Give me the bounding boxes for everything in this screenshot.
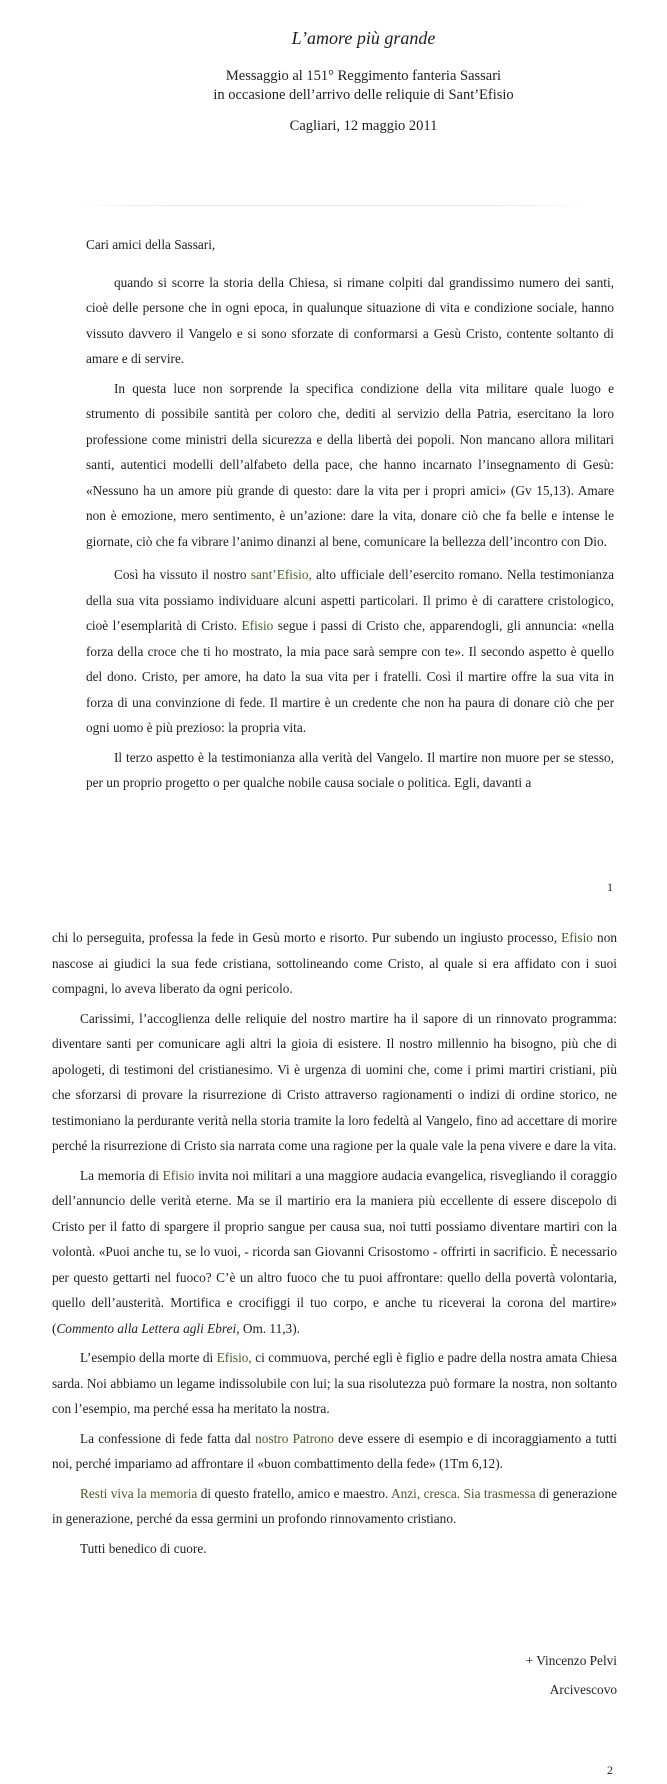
highlight-nostro-patrono: nostro Patrono — [255, 1430, 334, 1446]
paragraph-8-text-b: ci commuova, perché egli è figlio e padre della nostra amata Chiesa sarda. Noi abbiamo un legame indissolubile con lui; la sua risolutezza può formare la nostra, non soltanto con l’esempio, ma perché essa ha meritato la nostra. — [52, 1350, 618, 1416]
page-number-1: 1 — [607, 880, 613, 894]
paragraph-10-text-a: di questo fratello, amico e maestro. — [197, 1485, 391, 1501]
paragraph-4: Il terzo aspetto è la testimonianza alla verità del Vangelo. Il martire non muore per se stesso, per un proprio progetto o per qualche nobile causa sociale o politica. Egli, davanti a — [86, 749, 614, 790]
paragraph-7 — [52, 1163, 617, 1342]
paragraph-9 — [52, 1426, 617, 1477]
highlight-sant-efisio: sant’Efisio, — [250, 567, 312, 582]
page-1-body — [86, 232, 614, 800]
paragraph-3 — [86, 562, 614, 741]
highlight-anzi-cresca: Anzi, cresca. Sia trasmessa — [391, 1485, 536, 1501]
paragraph-3-text-a: Così ha vissuto il nostro — [114, 567, 251, 582]
signature-name: + Vincenzo Pelvi — [525, 1653, 617, 1668]
paragraph-7-text-c: , Om. 11,3). — [236, 1320, 300, 1336]
document-page-2 — [0, 905, 667, 1784]
paragraph-7-text-a: La memoria di — [80, 1167, 163, 1183]
paragraph-6: Carissimi, l’accoglienza delle reliquie del nostro martire ha il sapore di un rinnovato programma: diventare santi per comunicare agli altri la gioia di esistere. Il nostro millennio ha bisogno, più che di apologeti, di testimoni del cristianesimo. Vi è urgenza di uomini che, come i primi martiri cristiani, più che sforzarsi di provare la risurrezione di Cristo attraverso ragionamenti o indizi di ordine storico, ne testimoniano la perdurante verità nella storia tramite la loro fedeltà al Vangelo, fino ad accettare di morire perché la risurrezione di Cristo sia narrata come una ragione per la quale vale la pena vivere e dare la vita. — [52, 1010, 617, 1153]
paragraph-3-text-b: alto ufficiale dell’esercito romano. Nella testimonianza della sua vita possiamo individuare alcuni aspetti particolari. Il primo è di carattere cristologico, cioè l’esemplarità di Cristo. — [86, 567, 615, 633]
paragraph-5-text-b: non nascose ai giudici la sua fede cristiana, sottolineando come Cristo, al quale si era affidato con i suoi compagni, lo aveva liberato da ogni pericolo. — [52, 930, 617, 996]
salutation: Cari amici della Sassari, — [86, 237, 216, 252]
highlight-efisio: Efisio — [561, 930, 593, 945]
document-title: L’amore più grande — [291, 28, 436, 48]
page-number-2: 2 — [607, 1763, 613, 1777]
highlight-efisio: Efisio, — [216, 1350, 252, 1365]
place-date: Cagliari, 12 maggio 2011 — [289, 118, 438, 134]
paragraph-9-text-a: La confessione di fede fatta dal — [80, 1430, 256, 1446]
page-2-body — [52, 925, 617, 1565]
paragraph-9-text-b: deve essere di esempio e di incoraggiamento a tutti noi, perché impariamo ad affrontare il «buon combattimento della fede» (1Tm 6,12). — [52, 1430, 618, 1471]
paragraph-8-text-a: L’esempio della morte di — [80, 1350, 217, 1365]
highlight-resti-viva: Resti viva la memoria — [80, 1485, 198, 1501]
paragraph-1: quando si scorre la storia della Chiesa, si rimane colpiti dal grandissimo numero dei santi, cioè delle persone che in ogni epoca, in qualunque situazione di vita e condizione sociale, hanno vissuto davvero il Vangelo e si sono sforzate di conformarsi a Gesù Cristo, contente soltanto di amare e di servire. — [86, 274, 614, 366]
paragraph-8 — [52, 1345, 617, 1422]
header-divider — [70, 205, 590, 206]
paragraph-10 — [52, 1481, 617, 1532]
paragraph-3-text-c: segue i passi di Cristo che, apparendogli, gli annuncia: «nella forza della croce che ti ho mostrato, la mia pace sarà sempre con te». Il secondo aspetto è quello del dono. Cristo, per amore, ha dato la sua vita per i fratelli. Così il martire offre la sua vita in forza di una convinzione di fede. Il martire è un credente che non ha paura di donare ciò che per ogni uomo è più prezioso: la propria vita. — [86, 618, 614, 735]
paragraph-11: Tutti benedico di cuore. — [80, 1540, 207, 1556]
subtitle-line-2: in occasione dell’arrivo delle reliquie di Sant’Efisio — [213, 87, 514, 103]
signature-title: Arcivescovo — [549, 1682, 617, 1697]
paragraph-2: In questa luce non sorprende la specifica condizione della vita militare quale luogo e strumento di possibile santità per coloro che, dediti al servizio della Patria, esercitano la loro professione come ministri della sicurezza e della libertà dei popoli. Non mancano allora militari santi, autentici modelli dell’alfabeto della pace, che hanno incarnato l’insegnamento di Gesù: «Nessuno ha un amore più grande di questo: dare la vita per i propri amici» (Gv 15,13). Amare non è emozione, mero sentimento, è un’azione: dare la vita, donare ciò che fa belle e intense le giornate, ciò che fa vibrare l’animo dinanzi al bene, comunicare la bellezza dell’incontro con Dio. — [86, 380, 614, 549]
subtitle-line-1: Messaggio al 151° Reggimento fanteria Sassari — [225, 68, 502, 84]
citation-title: Commento alla Lettera agli Ebrei — [56, 1320, 237, 1336]
highlight-efisio: Efisio — [241, 618, 274, 633]
highlight-efisio: Efisio — [162, 1167, 195, 1183]
paragraph-5 — [52, 925, 617, 1002]
paragraph-5-text-a: chi lo perseguita, professa la fede in Gesù morto e risorto. Pur subendo un ingiusto processo, — [52, 930, 562, 945]
paragraph-7-text-b: invita noi militari a una maggiore audacia evangelica, risvegliando il coraggio dell’annuncio delle verità eterne. Ma se il martirio era la maniera più eccellente di essere discepolo di Cristo per il fatto di spargere il proprio sangue per causa sua, noi tutti possiamo diventare martiri con la volontà. «Puoi anche tu, se lo vuoi, - ricorda san Giovanni Crisostomo - offrirti in sacrificio. È necessario per questo gettarti nel fuoco? C’è un altro fuoco che tu puoi affrontare: quello della povertà volontaria, quello dell’austerità. Mortifica e crocifiggi il tuo corpo, e anche tu riceverai la corona del martire» ( — [52, 1167, 617, 1336]
paragraph-10-text-b: di generazione in generazione, perché da essa germini un profondo rinnovamento cristiano. — [52, 1485, 617, 1526]
